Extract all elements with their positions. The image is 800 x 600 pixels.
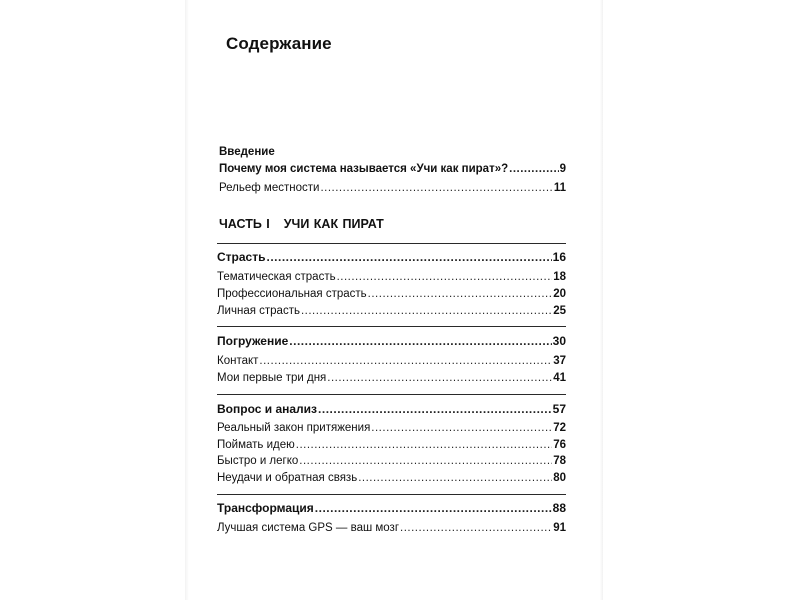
- page-edge-left: [185, 0, 189, 600]
- toc-entry-page: 18: [553, 271, 566, 283]
- toc-section-transformation[interactable]: [217, 501, 566, 515]
- dot-leader: [358, 472, 552, 484]
- dot-leader: [371, 422, 552, 434]
- toc-entry-passion-2[interactable]: [217, 288, 566, 300]
- toc-entry-question-1[interactable]: [217, 422, 566, 434]
- part-number: ЧАСТЬ I: [219, 217, 270, 231]
- toc-entry-intro-terrain[interactable]: [219, 182, 566, 194]
- toc-entry-page: 41: [553, 372, 566, 384]
- toc-entry-page: 20: [553, 288, 566, 300]
- toc-entry-immersion-1[interactable]: [217, 355, 566, 367]
- toc-entry-passion-3[interactable]: [217, 305, 566, 317]
- toc-entry-page: 80: [553, 472, 566, 484]
- toc-entry-page: 76: [553, 439, 566, 451]
- toc-section-page: 30: [552, 334, 566, 348]
- dot-leader: [266, 250, 551, 264]
- toc-section-label: Трансформация: [217, 501, 314, 515]
- dot-leader: [315, 501, 552, 515]
- section-rule: [217, 394, 566, 395]
- toc-section-immersion[interactable]: [217, 334, 566, 348]
- dot-leader: [318, 402, 552, 416]
- page-title: Содержание: [226, 34, 332, 53]
- section-rule: [217, 494, 566, 495]
- section-rule: [217, 326, 566, 327]
- dot-leader: [509, 163, 558, 175]
- toc-section-page: 57: [552, 402, 566, 416]
- toc-entry-label: Тематическая страсть: [217, 271, 336, 283]
- toc-entry-question-4[interactable]: [217, 472, 566, 484]
- dot-leader: [320, 182, 552, 194]
- toc-entry-page: 91: [553, 522, 566, 534]
- toc-entry-label: Неудачи и обратная связь: [217, 472, 358, 484]
- toc-entry-page: 9: [559, 163, 566, 175]
- dot-leader: [327, 372, 552, 384]
- part-heading: [219, 217, 384, 231]
- toc-entry-transformation-1[interactable]: [217, 522, 566, 534]
- toc-entry-page: 37: [553, 355, 566, 367]
- toc-entry-page: 78: [553, 455, 566, 467]
- dot-leader: [337, 271, 553, 283]
- toc-entry-label: Рельеф местности: [219, 182, 320, 194]
- dot-leader: [259, 355, 552, 367]
- toc-section-label: Погружение: [217, 334, 289, 348]
- intro-heading: Введение: [219, 146, 275, 158]
- toc-entry-question-3[interactable]: [217, 455, 566, 467]
- toc-section-page: 88: [552, 501, 566, 515]
- page-edge-right: [600, 0, 603, 600]
- toc-section-label: Страсть: [217, 250, 266, 264]
- toc-entry-label: Контакт: [217, 355, 259, 367]
- toc-entry-label: Реальный закон притяжения: [217, 422, 371, 434]
- toc-entry-immersion-2[interactable]: [217, 372, 566, 384]
- toc-section-page: 16: [552, 250, 566, 264]
- section-rule: [217, 243, 566, 244]
- toc-entry-label: Поймать идею: [217, 439, 295, 451]
- toc-entry-label: Личная страсть: [217, 305, 300, 317]
- toc-entry-page: 11: [553, 182, 566, 194]
- dot-leader: [299, 455, 552, 467]
- toc-entry-label: Быстро и легко: [217, 455, 299, 467]
- toc-entry-label: Почему моя система называется «Учи как пират»?: [219, 163, 509, 175]
- toc-section-label: Вопрос и анализ: [217, 402, 318, 416]
- dot-leader: [289, 334, 551, 348]
- toc-entry-passion-1[interactable]: [217, 271, 566, 283]
- toc-entry-intro-why[interactable]: [219, 163, 566, 175]
- dot-leader: [296, 439, 552, 451]
- dot-leader: [400, 522, 552, 534]
- dot-leader: [301, 305, 552, 317]
- toc-section-passion[interactable]: [217, 250, 566, 264]
- toc-section-question[interactable]: [217, 402, 566, 416]
- toc-entry-page: 25: [553, 305, 566, 317]
- toc-entry-label: Лучшая система GPS — ваш мозг: [217, 522, 400, 534]
- dot-leader: [368, 288, 553, 300]
- toc-entry-question-2[interactable]: [217, 439, 566, 451]
- toc-entry-label: Мои первые три дня: [217, 372, 327, 384]
- part-name: УЧИ КАК ПИРАТ: [283, 217, 384, 231]
- toc-entry-label: Профессиональная страсть: [217, 288, 367, 300]
- toc-entry-page: 72: [553, 422, 566, 434]
